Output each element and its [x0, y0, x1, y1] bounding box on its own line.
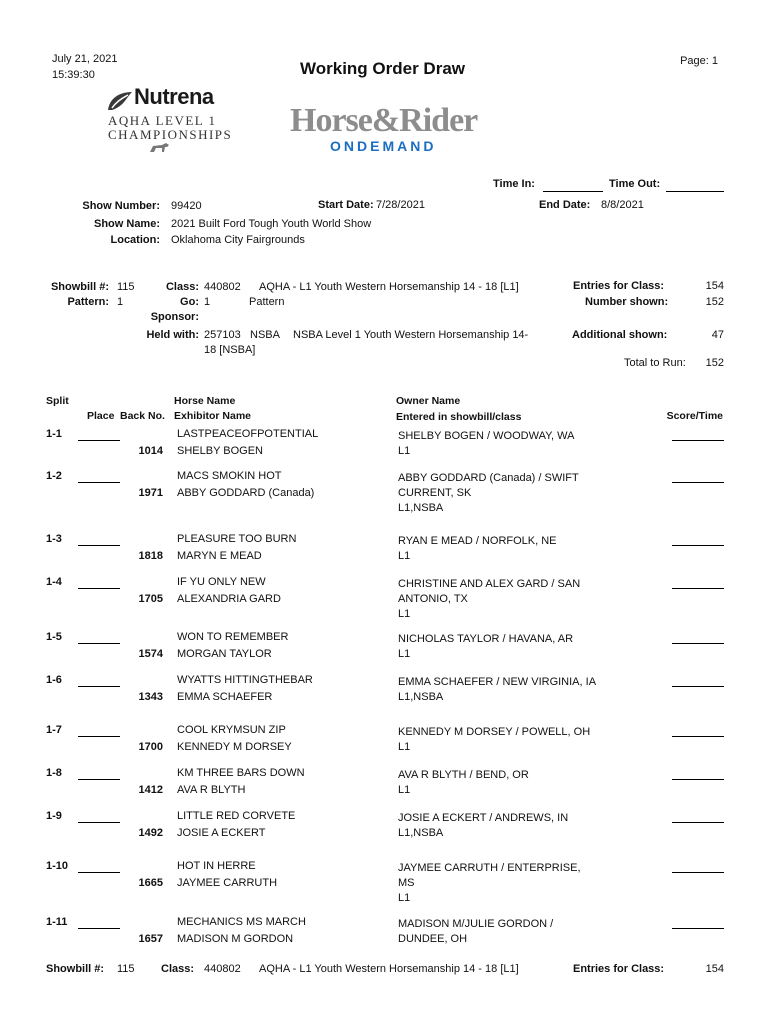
entry-horse-name: COOL KRYMSUN ZIP: [177, 724, 286, 736]
entry-horse-name: WYATTS HITTINGTHEBAR: [177, 674, 313, 686]
entry-back-number: 1665: [138, 877, 163, 889]
location: Oklahoma City Fairgrounds: [171, 234, 305, 246]
entry-split: 1-4: [46, 576, 62, 588]
col-exhibitor: Exhibitor Name: [174, 410, 252, 422]
col-owner: Owner Name: [396, 395, 461, 407]
aqha-line2: CHAMPIONSHIPS: [108, 127, 233, 143]
entry-split: 1-3: [46, 533, 62, 545]
entry-place-field[interactable]: [78, 440, 120, 441]
end-date: 8/8/2021: [601, 199, 644, 211]
entry-owner-line: SHELBY BOGEN / WOODWAY, WA: [398, 430, 575, 442]
entry-back-number: 1574: [138, 648, 163, 660]
number-shown: 152: [705, 296, 724, 308]
pattern-label: Pattern:: [67, 296, 109, 308]
entry-split: 1-7: [46, 724, 62, 736]
footer-showbill-label: Showbill #:: [46, 963, 105, 975]
start-date: 7/28/2021: [376, 199, 425, 211]
held-with-number: 257103: [204, 329, 241, 341]
time-in-field: [543, 191, 603, 192]
entry-owner-line: ABBY GODDARD (Canada) / SWIFT: [398, 472, 579, 484]
entry-score-field[interactable]: [672, 482, 724, 483]
nutrena-leaf-icon: [106, 90, 134, 112]
page-title: Working Order Draw: [300, 59, 465, 78]
entry-owner-line: L1: [398, 445, 411, 457]
entry-back-number: 1971: [138, 487, 163, 499]
entry-horse-name: WON TO REMEMBER: [177, 631, 289, 643]
nutrena-aqha-logo: [106, 84, 233, 157]
entry-horse-name: MECHANICS MS MARCH: [177, 916, 306, 928]
class-label: Class:: [165, 281, 199, 293]
col-split: Split: [46, 395, 69, 407]
entry-score-field[interactable]: [672, 822, 724, 823]
entry-owner-line: KENNEDY M DORSEY / POWELL, OH: [398, 726, 591, 738]
end-date-label: End Date:: [539, 199, 591, 211]
entry-owner-line: EMMA SCHAEFER / NEW VIRGINIA, IA: [398, 676, 597, 688]
entry-owner-line: CHRISTINE AND ALEX GARD / SAN: [398, 578, 581, 590]
entry-owner-line: JAYMEE CARRUTH / ENTERPRISE,: [398, 862, 581, 874]
entry-exhibitor-name: EMMA SCHAEFER: [177, 691, 273, 703]
show-number-label: Show Number:: [82, 200, 160, 212]
report-time: 15:39:30: [52, 69, 95, 81]
entry-exhibitor-name: KENNEDY M DORSEY: [177, 741, 292, 753]
footer-class-label: Class:: [161, 963, 195, 975]
entry-owner-line: L1: [398, 892, 411, 904]
footer-class-number: 440802: [204, 963, 241, 975]
entry-place-field[interactable]: [78, 779, 120, 780]
entry-owner-line: MS: [398, 877, 415, 889]
entry-back-number: 1700: [138, 741, 163, 753]
entry-score-field[interactable]: [672, 928, 724, 929]
show-number: 99420: [171, 200, 202, 212]
entry-owner-line: MADISON M/JULIE GORDON /: [398, 918, 554, 930]
on-demand-wordmark: ONDEMAND: [330, 138, 437, 154]
horse-rider-logo: [290, 104, 477, 154]
entry-owner-line: L1,NSBA: [398, 827, 444, 839]
entry-split: 1-9: [46, 810, 62, 822]
sponsor-label: Sponsor:: [150, 311, 199, 323]
time-out-field: [666, 191, 724, 192]
col-back: Back No.: [120, 410, 165, 422]
col-horse: Horse Name: [174, 395, 236, 407]
entry-exhibitor-name: ABBY GODDARD (Canada): [177, 487, 315, 499]
entry-score-field[interactable]: [672, 779, 724, 780]
entry-place-field[interactable]: [78, 736, 120, 737]
entries-count: 154: [705, 280, 724, 292]
entry-place-field[interactable]: [78, 872, 120, 873]
entries-label: Entries for Class:: [573, 280, 665, 292]
class-number: 440802: [204, 281, 241, 293]
additional-shown: 47: [711, 329, 724, 341]
total-to-run: 152: [705, 357, 724, 369]
entry-split: 1-11: [46, 916, 68, 928]
horse-rider-wordmark: Horse&Rider: [290, 102, 478, 139]
entry-owner-line: DUNDEE, OH: [398, 933, 468, 945]
entry-place-field[interactable]: [78, 588, 120, 589]
pattern-number: 1: [117, 296, 124, 308]
report-date: July 21, 2021: [52, 53, 118, 65]
col-score: Score/Time: [666, 410, 723, 422]
entry-place-field[interactable]: [78, 643, 120, 644]
total-to-run-label: Total to Run:: [624, 357, 686, 369]
go-label: Go:: [180, 296, 199, 308]
entry-score-field[interactable]: [672, 736, 724, 737]
entry-horse-name: IF YU ONLY NEW: [177, 576, 266, 588]
entry-split: 1-10: [46, 860, 69, 872]
show-name: 2021 Built Ford Tough Youth World Show: [171, 218, 372, 230]
entry-owner-line: CURRENT, SK: [398, 487, 472, 499]
entry-horse-name: MACS SMOKIN HOT: [177, 470, 282, 482]
entry-horse-name: HOT IN HERRE: [177, 860, 256, 872]
entry-owner-line: ANTONIO, TX: [398, 593, 468, 605]
entry-score-field[interactable]: [672, 872, 724, 873]
held-with-name: NSBA Level 1 Youth Western Horsemanship 14-: [293, 329, 529, 341]
page-number: Page: 1: [680, 55, 718, 67]
entry-exhibitor-name: JAYMEE CARRUTH: [177, 877, 278, 889]
entry-owner-line: L1: [398, 550, 411, 562]
footer-entries-label: Entries for Class:: [573, 963, 665, 975]
entry-owner-line: AVA R BLYTH / BEND, OR: [398, 769, 529, 781]
col-place: Place: [87, 410, 115, 422]
footer-showbill: 115: [117, 963, 135, 975]
footer-class-name: AQHA - L1 Youth Western Horsemanship 14 - 18 [L1]: [259, 963, 519, 975]
entry-horse-name: PLEASURE TOO BURN: [177, 533, 297, 545]
number-shown-label: Number shown:: [585, 296, 669, 308]
entry-back-number: 1412: [138, 784, 163, 796]
entry-exhibitor-name: ALEXANDRIA GARD: [177, 593, 281, 605]
entry-split: 1-5: [46, 631, 62, 643]
entry-score-field[interactable]: [672, 440, 724, 441]
time-in-label: Time In:: [493, 178, 535, 190]
footer-entries: 154: [705, 963, 724, 975]
entry-owner-line: L1,NSBA: [398, 502, 444, 514]
additional-shown-label: Additional shown:: [572, 329, 668, 341]
aqha-line1: AQHA LEVEL 1: [108, 113, 217, 129]
entry-exhibitor-name: MARYN E MEAD: [177, 550, 262, 562]
entry-split: 1-6: [46, 674, 62, 686]
held-with-assoc: NSBA: [250, 329, 280, 341]
col-entered: Entered in showbill/class: [396, 411, 522, 423]
start-date-label: Start Date:: [318, 199, 374, 211]
entry-back-number: 1492: [138, 827, 163, 839]
entry-horse-name: KM THREE BARS DOWN: [177, 767, 305, 779]
entry-exhibitor-name: JOSIE A ECKERT: [177, 827, 266, 839]
entry-owner-line: JOSIE A ECKERT / ANDREWS, IN: [398, 812, 569, 824]
entry-place-field[interactable]: [78, 482, 120, 483]
entry-exhibitor-name: AVA R BLYTH: [177, 784, 246, 796]
entry-score-field[interactable]: [672, 545, 724, 546]
go-pattern: Pattern: [249, 296, 285, 308]
entry-back-number: 1818: [138, 550, 163, 562]
entry-split: 1-2: [46, 470, 62, 482]
entry-place-field[interactable]: [78, 928, 120, 929]
nutrena-wordmark: Nutrena: [134, 84, 214, 109]
entry-horse-name: LITTLE RED CORVETE: [177, 810, 296, 822]
entry-back-number: 1343: [138, 691, 163, 703]
entry-horse-name: LASTPEACEOFPOTENTIAL: [177, 428, 319, 440]
entry-split: 1-8: [46, 767, 62, 779]
entry-score-field[interactable]: [672, 686, 724, 687]
entry-exhibitor-name: MORGAN TAYLOR: [177, 648, 272, 660]
showbill-number: 115: [117, 281, 135, 293]
held-with-label: Held with:: [146, 329, 199, 341]
horse-silhouette-icon: [148, 142, 172, 154]
showbill-label: Showbill #:: [50, 281, 109, 293]
location-label: Location:: [110, 234, 160, 246]
entry-owner-line: RYAN E MEAD / NORFOLK, NE: [398, 535, 557, 547]
entry-place-field[interactable]: [78, 686, 120, 687]
entry-owner-line: NICHOLAS TAYLOR / HAVANA, AR: [398, 633, 574, 645]
go-number: 1: [204, 296, 211, 308]
entry-owner-line: L1: [398, 784, 411, 796]
entry-back-number: 1014: [138, 445, 163, 457]
entry-back-number: 1705: [138, 593, 163, 605]
entry-exhibitor-name: SHELBY BOGEN: [177, 445, 263, 457]
entry-place-field[interactable]: [78, 545, 120, 546]
entry-owner-line: L1,NSBA: [398, 691, 444, 703]
held-with-name-cont: 18 [NSBA]: [204, 344, 256, 356]
entry-back-number: 1657: [138, 933, 163, 945]
entry-split: 1-1: [46, 428, 62, 440]
time-out-label: Time Out:: [609, 178, 661, 190]
entry-place-field[interactable]: [78, 822, 120, 823]
show-name-label: Show Name:: [93, 218, 160, 230]
entry-score-field[interactable]: [672, 588, 724, 589]
class-name: AQHA - L1 Youth Western Horsemanship 14 - 18 [L1]: [259, 281, 519, 293]
entry-score-field[interactable]: [672, 643, 724, 644]
entry-owner-line: L1: [398, 608, 411, 620]
entry-exhibitor-name: MADISON M GORDON: [177, 933, 294, 945]
entry-owner-line: L1: [398, 741, 411, 753]
entry-owner-line: L1: [398, 648, 411, 660]
